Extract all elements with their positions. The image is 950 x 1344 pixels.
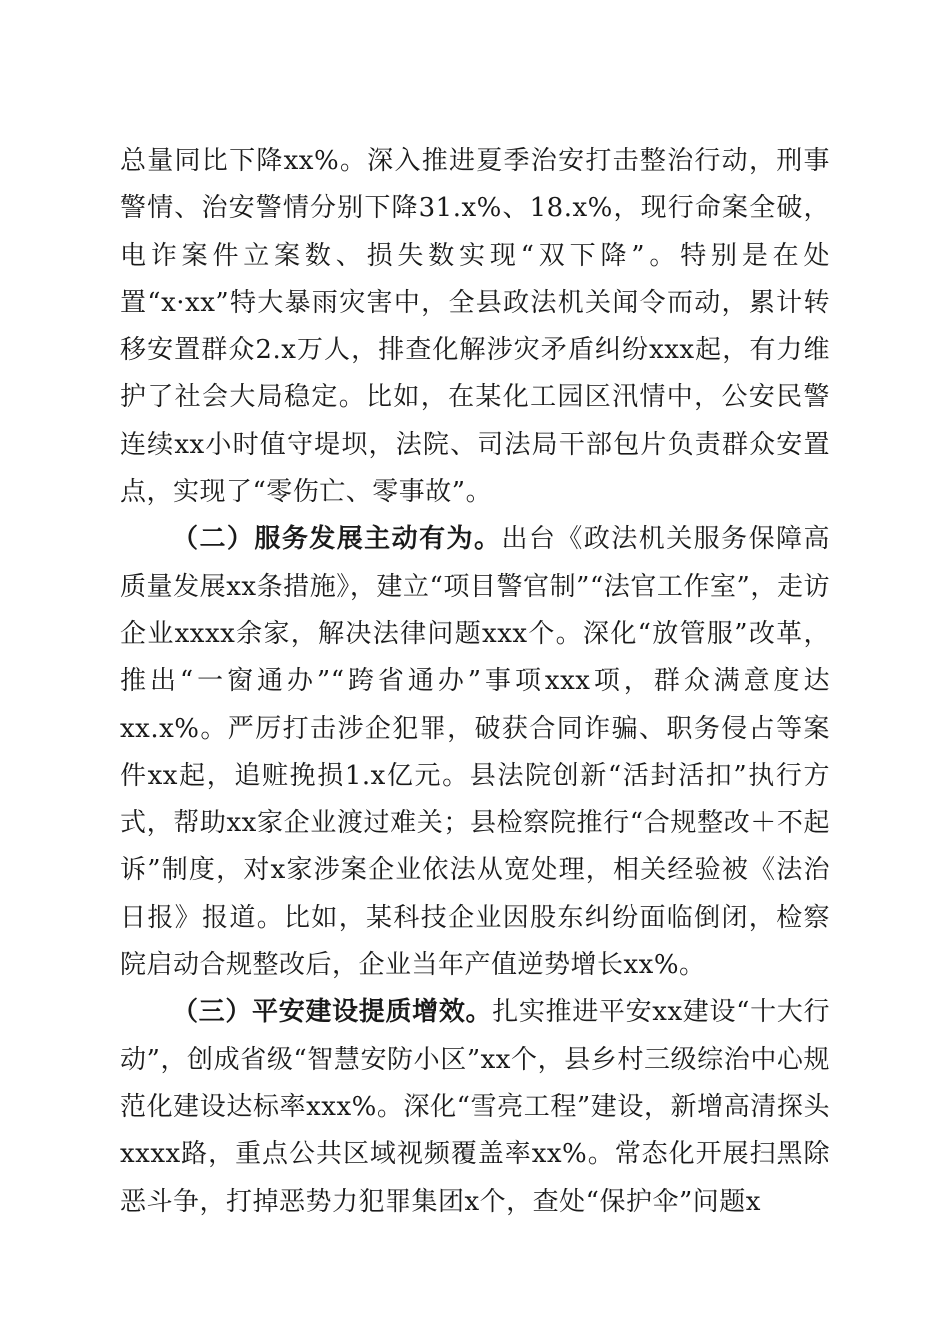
paragraph-3-lead: （三）平安建设提质增效。 bbox=[172, 997, 493, 1028]
paragraph-1-text: 总量同比下降xx%。深入推进夏季治安打击整治行动，刑事警情、治安警情分别下降31.x%、18.x%，现行命案全破，电诈案件立案数、损失数实现“双下降”。特别是在处置“x·xx”特大暴雨灾害中，全县政法机关闻令而动，累计转移安置群众2.x万人，排查化解涉灾矛盾纠纷xxx起，有力维护了社会大局稳定。比如，在某化工园区汛情中，公安民警连续xx小时值守堤坝，法院、司法局干部包片负责群众安置点，实现了“零伤亡、零事故”。 bbox=[120, 146, 830, 508]
paragraph-2-text: 出台《政法机关服务保障高质量发展xx条措施》，建立“项目警官制”“法官工作室”，走访企业xxxx余家，解决法律问题xxx个。深化“放管服”改革，推出“一窗通办”“跨省通办”事项xxx项，群众满意度达xx.x%。严厉打击涉企犯罪，破获合同诈骗、职务侵占等案件xx起，追赃挽损1.x亿元。县法院创新“活封活扣”执行方式，帮助xx家企业渡过难关；县检察院推行“合规整改＋不起诉”制度，对x家涉案企业依法从宽处理，相关经验被《法治日报》报道。比如，某科技企业因股东纠纷面临倒闭，检察院启动合规整改后，企业当年产值逆势增长xx%。 bbox=[120, 524, 830, 981]
paragraph-1 bbox=[120, 138, 830, 516]
paragraph-2 bbox=[120, 516, 830, 989]
paragraph-2-lead: （二）服务发展主动有为。 bbox=[172, 524, 502, 555]
document-body bbox=[120, 138, 830, 1226]
paragraph-3 bbox=[120, 989, 830, 1225]
paragraph-3-text: 扎实推进平安xx建设“十大行动”，创成省级“智慧安防小区”xx个，县乡村三级综治中心规范化建设达标率xxx%。深化“雪亮工程”建设，新增高清探头xxxx路，重点公共区域视频覆盖率xx%。常态化开展扫黑除恶斗争，打掉恶势力犯罪集团x个，查处“保护伞”问题x bbox=[120, 997, 830, 1217]
